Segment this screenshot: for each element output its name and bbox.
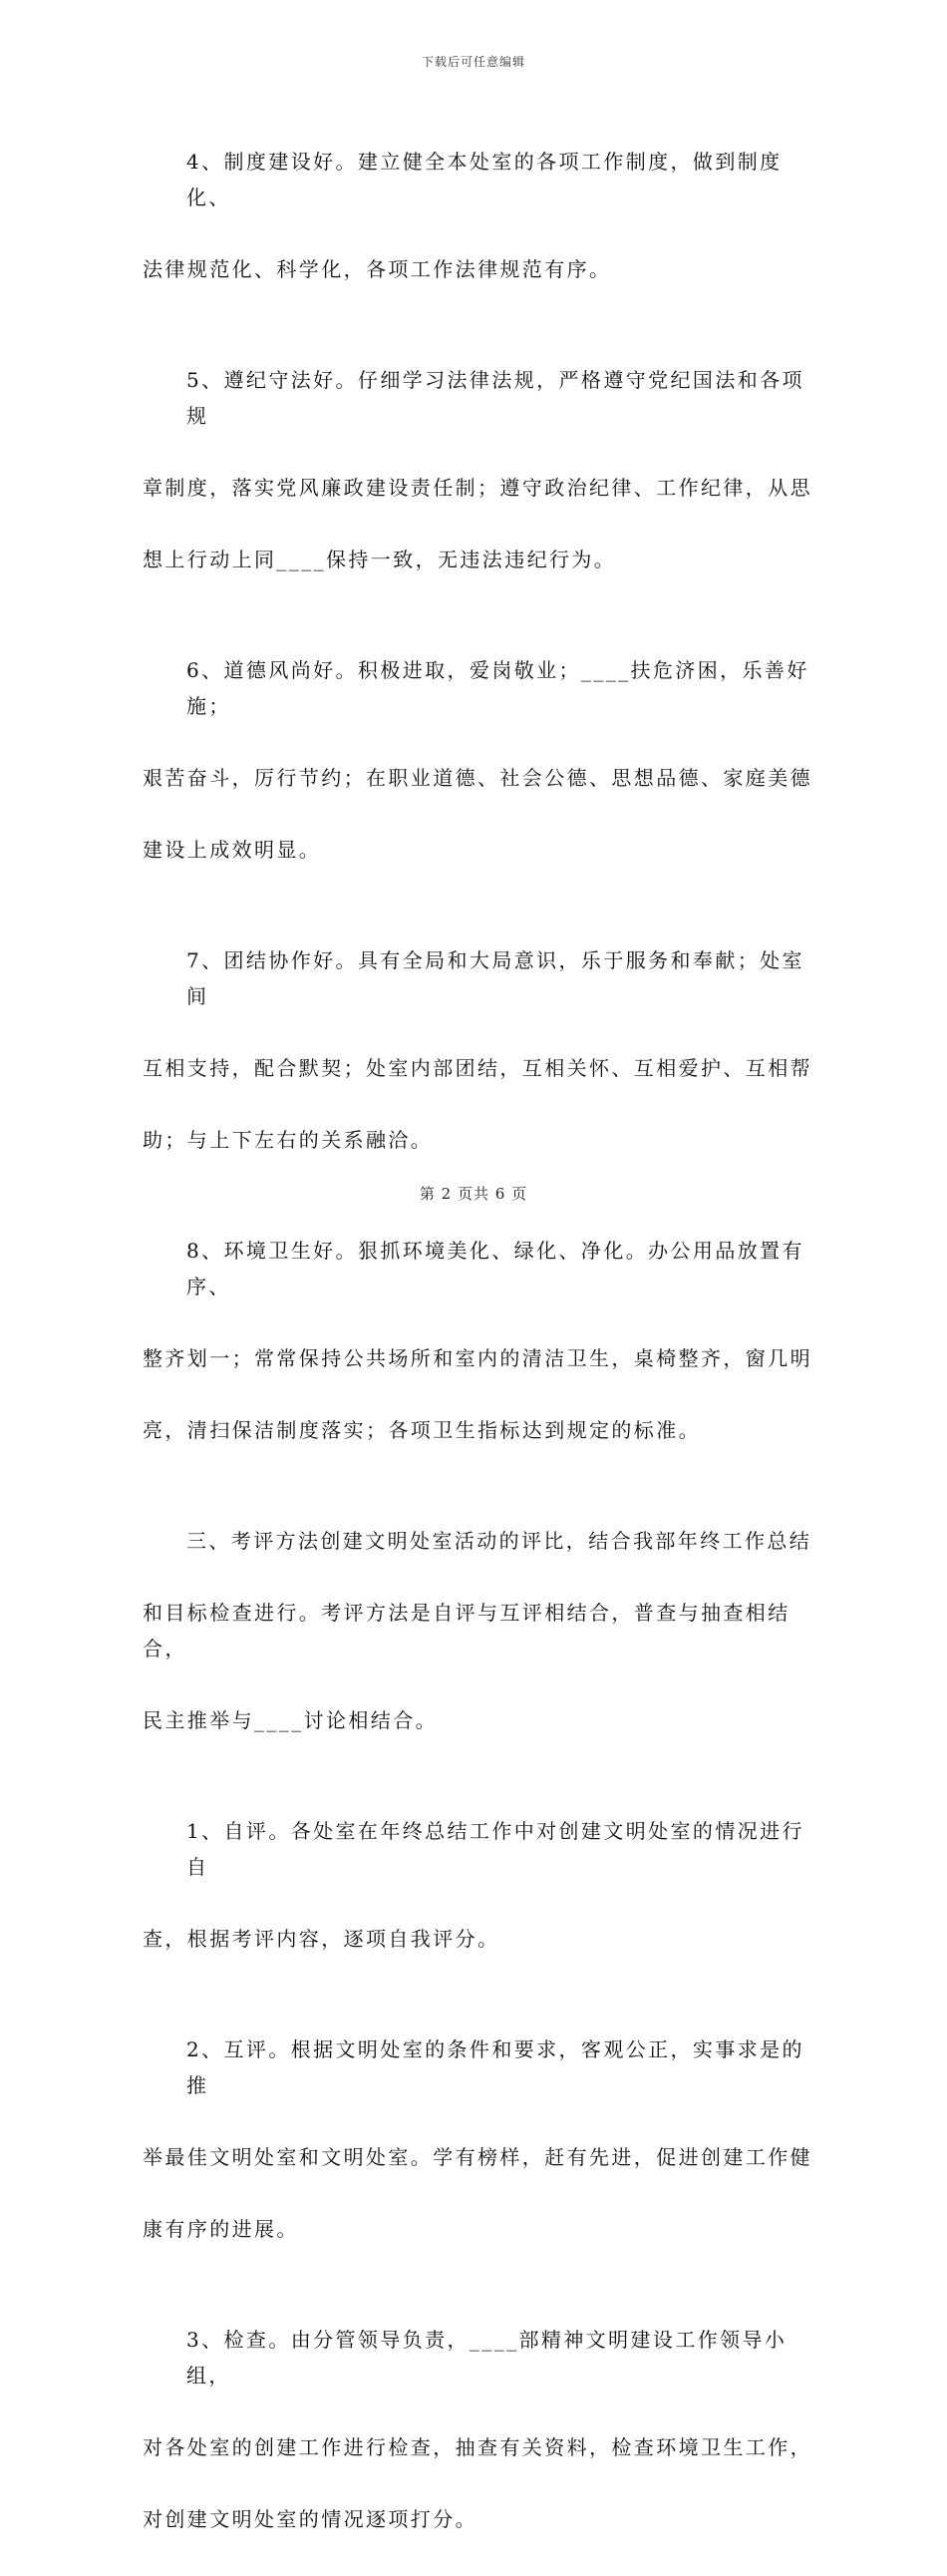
paragraph: [143, 1996, 820, 2283]
paragraph-line: 1、自评。各处室在年终总结工作中对创建文明处室的情况进行自: [186, 1819, 804, 1879]
paragraph: [143, 108, 820, 323]
page-header: 下载后可任意编辑: [421, 55, 525, 69]
paragraph-line: 三、考评方法创建文明处室活动的评比，结合我部年终工作总结: [186, 1529, 812, 1553]
paragraph-line: 8、环境卫生好。狠抓环境美化、绿化、净化。办公用品放置有序、: [186, 1239, 804, 1298]
paragraph-line: 3、检查。由分管领导负责，____部精神文明建设工作领导小组，: [186, 2328, 788, 2388]
paragraph-line: 7、团结协作好。具有全局和大局意识，乐于服务和奉献；处室间: [186, 948, 804, 1008]
paragraph-line: 2、互评。根据文明处室的条件和要求，客观公正，实事求是的推: [186, 2037, 804, 2097]
paragraph-line: 举最佳文明处室和文明处室。学有榜样，赶有先进，促进创建工作健: [143, 2145, 812, 2169]
paragraph-line: 6、道德风尚好。积极进取，爱岗敬业；____扶危济困，乐善好施；: [186, 658, 809, 718]
paragraph-line: 章制度，落实党风廉政建设责任制；遵守政治纪律、工作纪律，从思: [143, 476, 812, 500]
paragraph: [143, 1777, 820, 1993]
paragraph-line: 法律规范化、科学化，各项工作法律规范有序。: [143, 257, 612, 281]
paragraph-line: 和目标检查进行。考评方法是自评与互评相结合，普查与抽查相结合，: [143, 1601, 790, 1660]
paragraph-line: 查，根据考评内容，逐项自我评分。: [143, 1927, 500, 1951]
paragraph-line: 互相支持，配合默契；处室内部团结，互相关怀、互相爱护、互相帮: [143, 1056, 812, 1080]
paragraph-line: 助；与上下左右的关系融洽。: [143, 1128, 434, 1152]
paragraph: [143, 1197, 820, 1484]
paragraph: [143, 326, 820, 613]
paragraph-line: 民主推举与____讨论相结合。: [143, 1708, 438, 1732]
paragraph-line: 4、制度建设好。建立健全本处室的各项工作制度，做到制度化、: [186, 150, 783, 209]
paragraph-line: 对各处室的创建工作进行检查，抽查有关资料，检查环境卫生工作，: [143, 2435, 812, 2459]
paragraph-line: 建设上成效明显。: [143, 838, 322, 862]
paragraph: [143, 2286, 820, 2573]
paragraph-line: 康有序的进展。: [143, 2217, 299, 2241]
paragraph-line: 想上行动上同____保持一致，无违法违纪行为。: [143, 548, 617, 571]
paragraph-line: 整齐划一；常常保持公共场所和室内的清洁卫生，桌椅整齐，窗几明: [143, 1346, 812, 1370]
page-footer: 第 2 页共 6 页: [419, 1185, 528, 1203]
document-body: [143, 108, 820, 2576]
paragraph-line: 艰苦奋斗，厉行节约；在职业道德、社会公德、思想品德、家庭美德: [143, 766, 812, 790]
paragraph: [143, 616, 820, 904]
paragraph-line: 亮，清扫保洁制度落实；各项卫生指标达到规定的标准。: [143, 1418, 701, 1442]
paragraph-line: 5、遵纪守法好。仔细学习法律法规，严格遵守党纪国法和各项规: [186, 368, 804, 428]
paragraph: [143, 1487, 820, 1774]
paragraph: [143, 907, 820, 1194]
paragraph-line: 对创建文明处室的情况逐项打分。: [143, 2507, 477, 2531]
